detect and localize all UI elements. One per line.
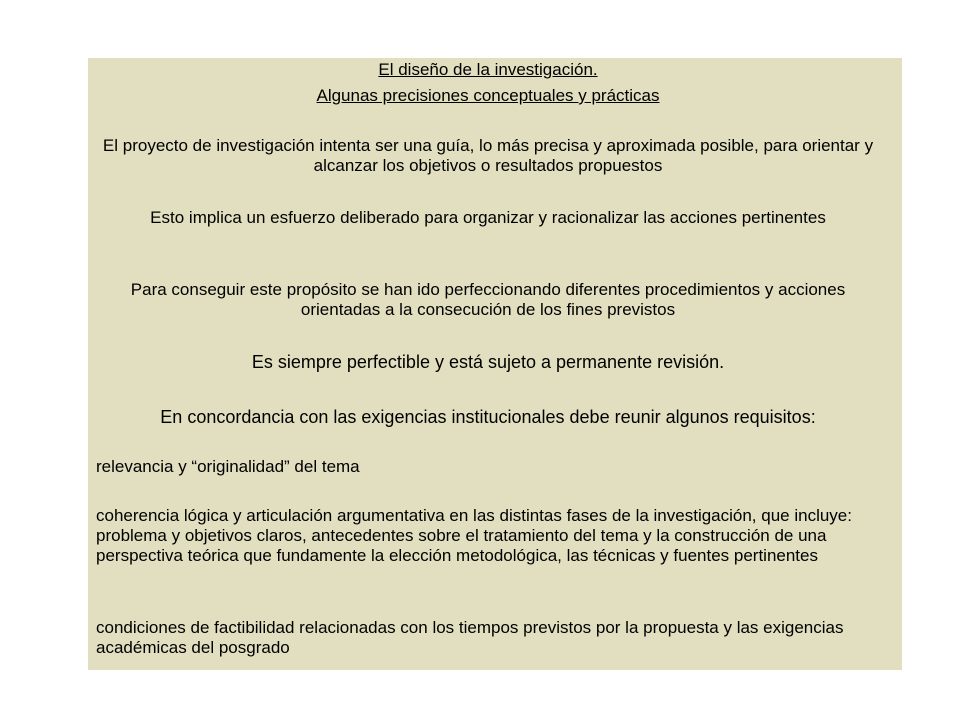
- title-line-2: Algunas precisiones conceptuales y prácticas: [316, 86, 660, 105]
- requirement-1: relevancia y “originalidad” del tema: [96, 457, 360, 476]
- requirement-3: condiciones de factibilidad relacionadas con los tiempos previstos por la propuesta y las exigencias académicas del posgrado: [96, 618, 844, 657]
- title-line-1: El diseño de la investigación.: [378, 60, 598, 79]
- paragraph-3: Para conseguir este propósito se han ido perfeccionando diferentes procedimientos y acciones orientadas a la consecución de los fines previstos: [130, 280, 846, 319]
- paragraph-1: El proyecto de investigación intenta ser una guía, lo más precisa y aproximada posible, para orientar y alcanzar los objetivos o resultados propuestos: [102, 136, 874, 175]
- requirement-2: coherencia lógica y articulación argumentativa en las distintas fases de la investigación, que incluye: problema y objetivos claros, antecedentes sobre el tratamiento del tema y la construcción de una perspectiva teórica que fundamente la elección metodológica, las técnicas y fuentes pertinentes: [96, 506, 852, 565]
- content-panel: [88, 58, 902, 670]
- paragraph-5: En concordancia con las exigencias institucionales debe reunir algunos requisitos:: [160, 407, 816, 427]
- paragraph-4: Es siempre perfectible y está sujeto a permanente revisión.: [251, 352, 725, 372]
- paragraph-2: Esto implica un esfuerzo deliberado para organizar y racionalizar las acciones pertinentes: [150, 208, 826, 227]
